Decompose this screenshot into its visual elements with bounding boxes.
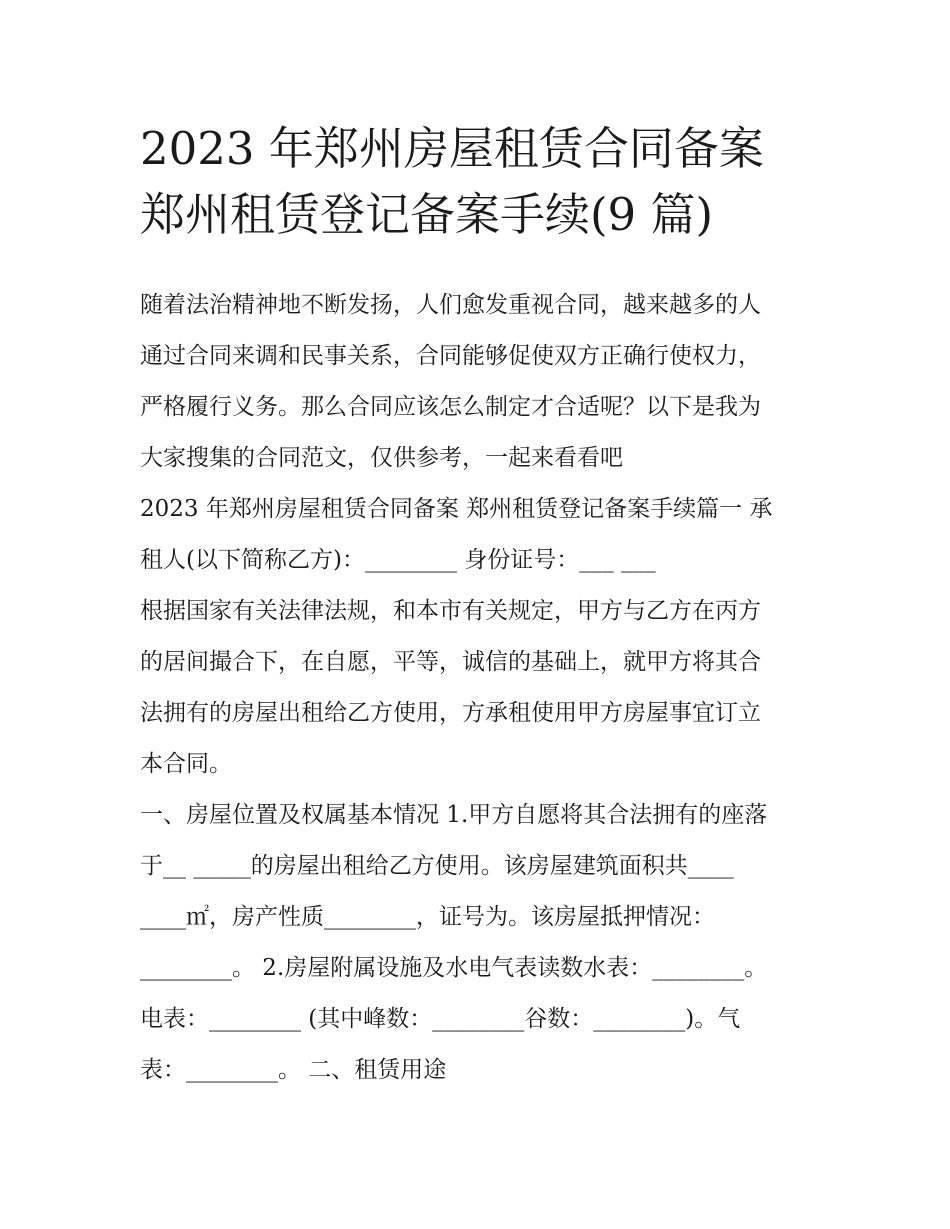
document-title <box>140 116 840 248</box>
body-line: 一、房屋位置及权属基本情况 1.甲方自愿将其合法拥有的座落 <box>140 802 768 828</box>
body-line: 通过合同来调和民事关系，合同能够促使双方正确行使权力， <box>140 343 761 369</box>
title-line: 郑州租赁登记备案手续(9 篇) <box>140 188 714 241</box>
document-body <box>140 280 830 1096</box>
body-line: 严格履行义务。那么合同应该怎么制定才合适呢？以下是我为 <box>140 394 761 420</box>
body-line: ____㎡，房产性质________，证号为。该房屋抵押情况： <box>140 904 715 930</box>
body-line: 于__ _____的房屋出租给乙方使用。该房屋建筑面积共____ <box>140 853 734 879</box>
body-line: 大家搜集的合同范文，仅供参考，一起来看看吧 <box>140 445 623 471</box>
body-line: 法拥有的房屋出租给乙方使用，方承租使用甲方房屋事宜订立 <box>140 700 761 726</box>
body-line: 表：________。 二、租赁用途 <box>140 1057 447 1083</box>
body-line: 随着法治精神地不断发扬，人们愈发重视合同，越来越多的人 <box>140 292 761 318</box>
body-line: ________。 2.房屋附属设施及水电气表读数水表：________。 <box>140 955 768 981</box>
body-line: 的居间撮合下，在自愿，平等，诚信的基础上，就甲方将其合 <box>140 649 761 675</box>
body-line: 本合同。 <box>140 751 232 777</box>
body-line: 电表：________ (其中峰数：________谷数：________)。气 <box>140 1006 741 1032</box>
body-line: 根据国家有关法律法规，和本市有关规定，甲方与乙方在丙方 <box>140 598 761 624</box>
body-line: 2023 年郑州房屋租赁合同备案 郑州租赁登记备案手续篇一 承 <box>140 496 773 522</box>
body-line: 租人(以下简称乙方)：________ 身份证号：___ ___ <box>140 547 656 573</box>
title-line: 2023 年郑州房屋租赁合同备案 <box>140 122 764 175</box>
